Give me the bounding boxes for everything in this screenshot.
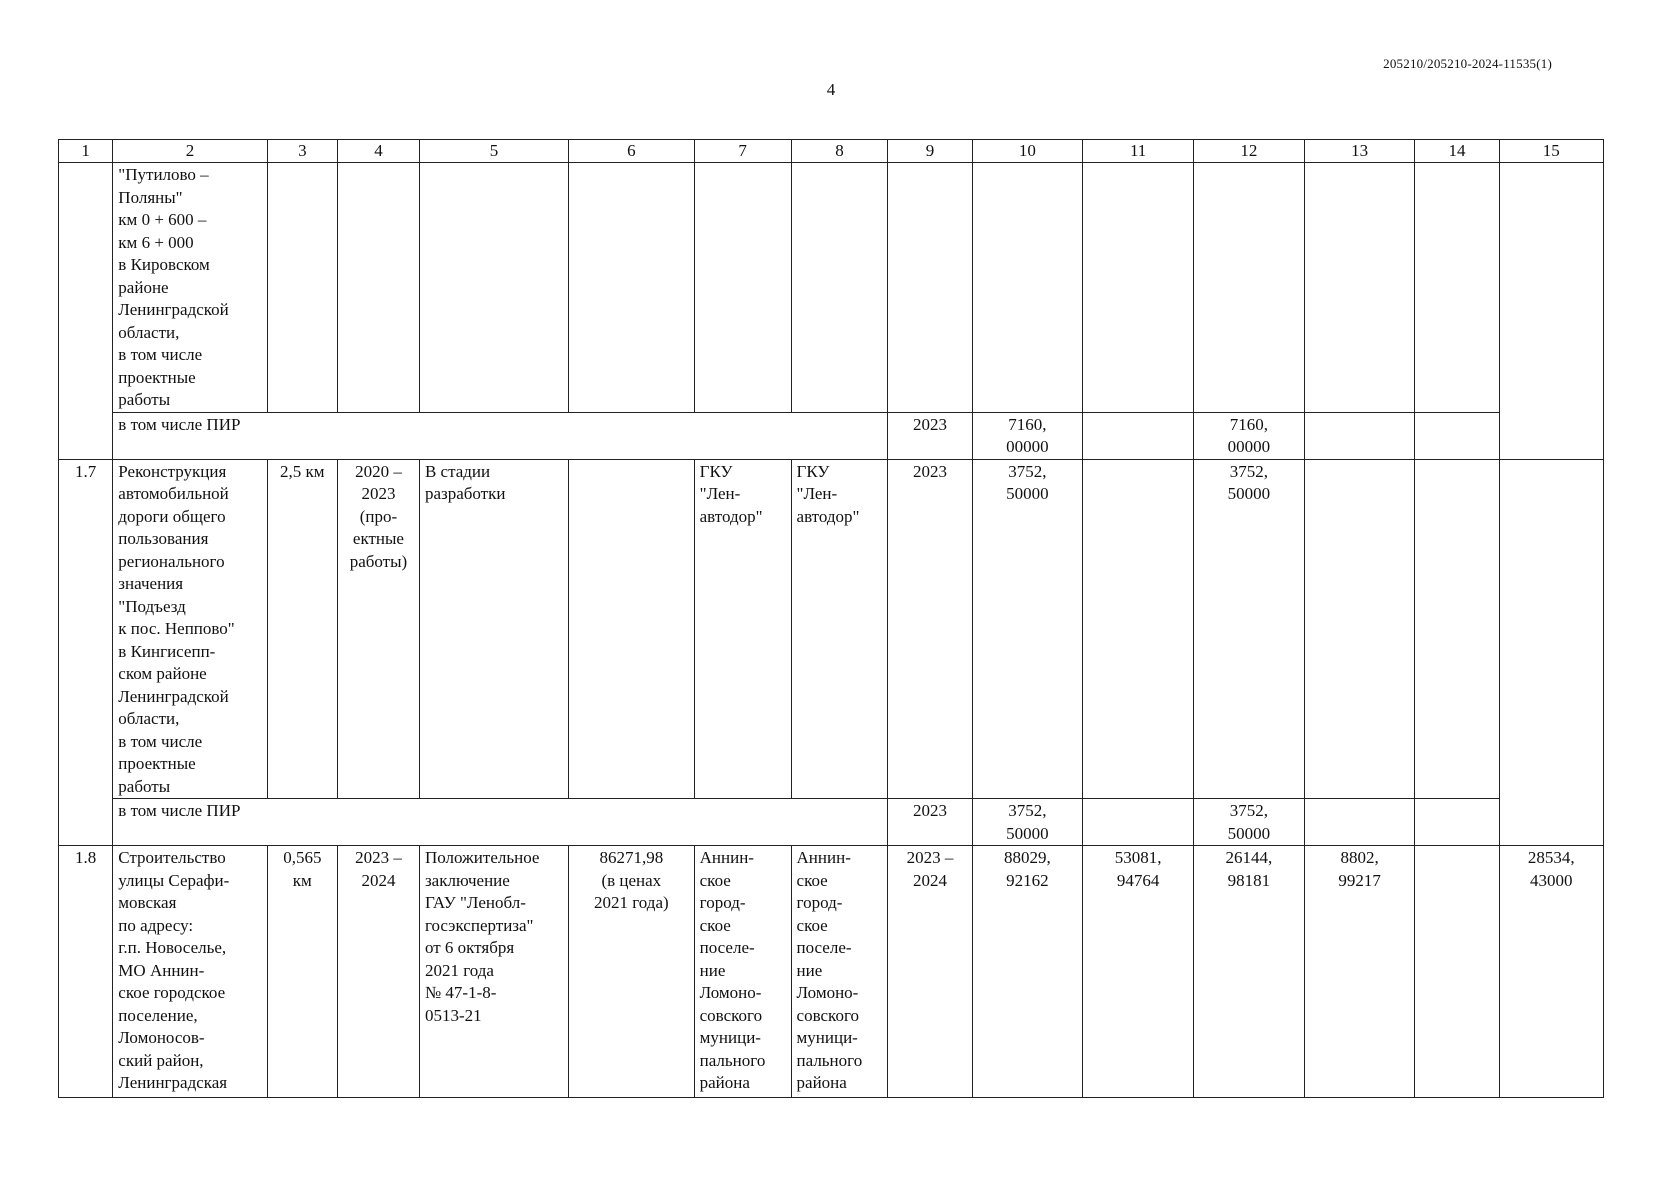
cell-length: 2,5 км xyxy=(267,459,337,799)
column-number: 6 xyxy=(569,140,695,163)
cell-col11 xyxy=(1083,412,1194,459)
cell-col11 xyxy=(1083,459,1194,799)
column-number: 15 xyxy=(1499,140,1603,163)
table-row-continuation xyxy=(59,163,1604,413)
cell-col12 xyxy=(1194,163,1305,413)
column-number: 13 xyxy=(1304,140,1415,163)
cell-developer: ГКУ "Лен- автодор" xyxy=(791,459,888,799)
cell-col14 xyxy=(1415,459,1499,799)
cell-col13 xyxy=(1304,163,1415,413)
cell-status: Положительное заключение ГАУ "Ленобл- госэкспертиза" от 6 октября 2021 года № 47-1-8- 0513-21 xyxy=(419,846,568,1098)
cell-col13 xyxy=(1304,459,1415,799)
cell-col12: 7160, 00000 xyxy=(1194,412,1305,459)
cell-col13 xyxy=(1304,799,1415,846)
cell-year: 2023 xyxy=(888,412,972,459)
cell-year xyxy=(888,163,972,413)
column-number: 5 xyxy=(419,140,568,163)
cell-col15 xyxy=(1499,163,1603,460)
cell-period xyxy=(337,163,419,413)
cell-col10: 88029, 92162 xyxy=(972,846,1083,1098)
cell-col10: 3752, 50000 xyxy=(972,459,1083,799)
cell-col14 xyxy=(1415,799,1499,846)
column-number: 4 xyxy=(337,140,419,163)
cell-year: 2023 xyxy=(888,459,972,799)
cell-length: 0,565 км xyxy=(267,846,337,1098)
column-number: 9 xyxy=(888,140,972,163)
cell-object-name: Реконструкция автомобильной дороги общего пользования регионального значения "Подъезд к пос. Неппово" в Кингисепп- ском районе Ленинградской области, в том числе проектные работы xyxy=(113,459,267,799)
cell-col11 xyxy=(1083,163,1194,413)
column-number: 12 xyxy=(1194,140,1305,163)
document-reference-number: 205210/205210-2024-11535(1) xyxy=(1383,56,1552,71)
cell-cost xyxy=(569,459,695,799)
column-number: 3 xyxy=(267,140,337,163)
cell-col10 xyxy=(972,163,1083,413)
table-row-pir xyxy=(59,412,1604,459)
cell-col11 xyxy=(1083,799,1194,846)
column-number: 8 xyxy=(791,140,888,163)
cell-col14 xyxy=(1415,846,1499,1098)
cell-pir-label: в том числе ПИР xyxy=(113,412,888,459)
cell-item-number xyxy=(59,163,113,460)
cell-period: 2023 – 2024 xyxy=(337,846,419,1098)
cell-pir-label: в том числе ПИР xyxy=(113,799,888,846)
cell-col11: 53081, 94764 xyxy=(1083,846,1194,1098)
cell-period: 2020 – 2023 (про- ектные работы) xyxy=(337,459,419,799)
cell-col12: 3752, 50000 xyxy=(1194,459,1305,799)
column-number: 1 xyxy=(59,140,113,163)
cell-year: 2023 – 2024 xyxy=(888,846,972,1098)
cell-customer: ГКУ "Лен- автодор" xyxy=(694,459,791,799)
cell-item-number: 1.7 xyxy=(59,459,113,846)
column-number: 7 xyxy=(694,140,791,163)
cell-status: В стадии разработки xyxy=(419,459,568,799)
cell-length xyxy=(267,163,337,413)
cell-year: 2023 xyxy=(888,799,972,846)
cell-status xyxy=(419,163,568,413)
column-number: 2 xyxy=(113,140,267,163)
column-number: 10 xyxy=(972,140,1083,163)
cell-object-name: "Путилово – Поляны" км 0 + 600 – км 6 + 000 в Кировском районе Ленинградской области, в том числе проектные работы xyxy=(113,163,267,413)
column-number: 14 xyxy=(1415,140,1499,163)
cell-col10: 7160, 00000 xyxy=(972,412,1083,459)
cell-developer: Аннин- ское город- ское поселе- ние Ломоно- совского муници- пального района xyxy=(791,846,888,1098)
cell-col15: 28534, 43000 xyxy=(1499,846,1603,1098)
column-number-header-row xyxy=(59,140,1604,163)
cell-customer: Аннин- ское город- ское поселе- ние Ломоно- совского муници- пального района xyxy=(694,846,791,1098)
table-row-pir xyxy=(59,799,1604,846)
cell-col10: 3752, 50000 xyxy=(972,799,1083,846)
cell-col15 xyxy=(1499,459,1603,846)
investment-program-table xyxy=(58,139,1604,1098)
cell-customer xyxy=(694,163,791,413)
cell-cost: 86271,98 (в ценах 2021 года) xyxy=(569,846,695,1098)
cell-col12: 3752, 50000 xyxy=(1194,799,1305,846)
cell-col13: 8802, 99217 xyxy=(1304,846,1415,1098)
cell-object-name: Строительство улицы Серафи- мовская по адресу: г.п. Новоселье, МО Аннин- ское городское поселение, Ломоносов- ский район, Ленинградская xyxy=(113,846,267,1098)
cell-item-number: 1.8 xyxy=(59,846,113,1098)
cell-col12: 26144, 98181 xyxy=(1194,846,1305,1098)
cell-col13 xyxy=(1304,412,1415,459)
table-row-item-1-8 xyxy=(59,846,1604,1098)
cell-cost xyxy=(569,163,695,413)
cell-col14 xyxy=(1415,163,1499,413)
cell-col14 xyxy=(1415,412,1499,459)
table-row-item-1-7 xyxy=(59,459,1604,799)
cell-developer xyxy=(791,163,888,413)
page-number: 4 xyxy=(826,80,836,99)
column-number: 11 xyxy=(1083,140,1194,163)
